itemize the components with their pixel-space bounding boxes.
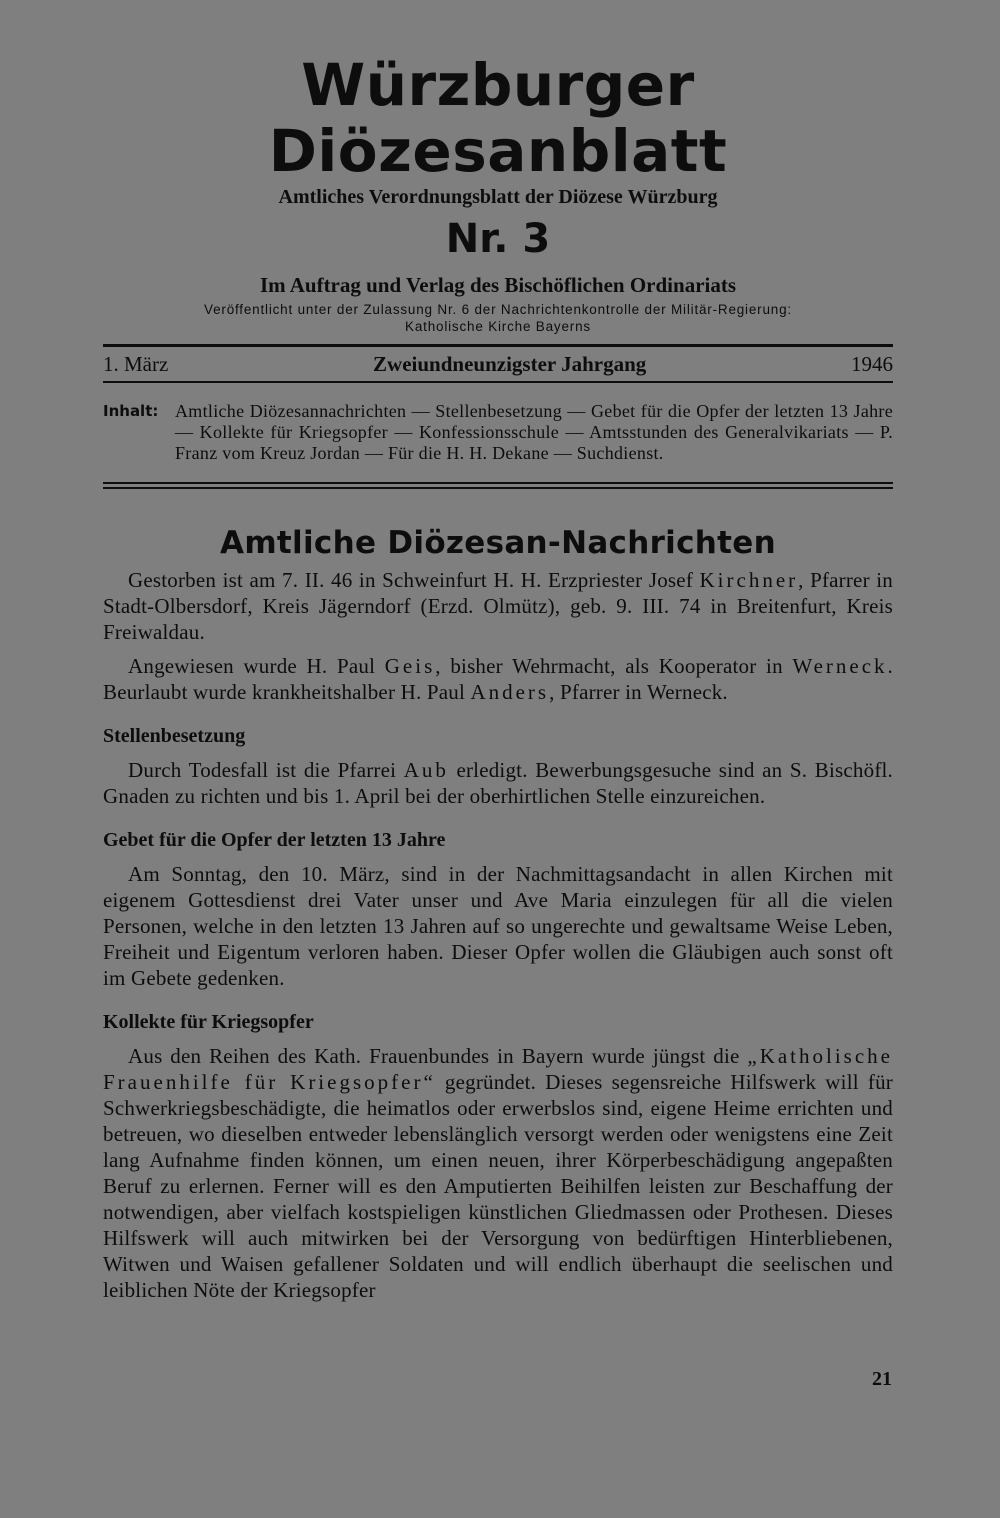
spaced-place: Aub — [403, 758, 449, 782]
contents-text: Amtliche Diözesannachrichten — Stellenbesetzung — Gebet für die Opfer der letzten 13 Jahre — Kollekte für Kriegsopfer — Konfessionsschule — Amtsstunden des Generalvikariats — P. Franz vom Kreuz Jordan — Für die H. H. Dekane — Suchdienst. — [175, 401, 893, 463]
text-run: Aus den Reihen des Kath. Frauenbundes in Bayern wurde jüngst die — [128, 1044, 748, 1068]
issue-year: 1946 — [851, 352, 893, 376]
masthead — [103, 52, 893, 334]
page-number: 21 — [872, 1368, 892, 1390]
table-of-contents — [103, 401, 893, 464]
text-run: Gestorben ist am 7. II. 46 in Schweinfurt H. H. Erzpriester Josef — [128, 568, 700, 592]
license-line-2: Katholische Kirche Bayerns — [405, 319, 591, 334]
paragraph-kollekte — [103, 1043, 893, 1303]
heading-kollekte: Kollekte für Kriegsopfer — [103, 1011, 314, 1033]
paragraph-death-notice — [103, 567, 893, 645]
spaced-organization: „Katholische Frauenhilfe für Kriegsopfer“ — [103, 1044, 893, 1094]
divider-rule — [103, 381, 893, 383]
text-run: , Pfarrer in Werneck. — [549, 680, 728, 704]
text-run: , bisher Wehrmacht, als Kooperator in — [435, 654, 793, 678]
issue-date: 1. März — [103, 352, 169, 376]
spaced-name: Anders — [470, 680, 550, 704]
text-run: Durch Todesfall ist die Pfarrei — [128, 758, 404, 782]
volume-label: Zweiundneunzigster Jahrgang — [373, 352, 647, 376]
text-run: erledigt. Bewerbungsgesuche sind an S. Bischöfl. Gnaden zu richten und bis 1. April bei der oberhirtlichen Stelle einzureichen. — [103, 758, 893, 808]
text-run: gegründet. Dieses segensreiche Hilfswerk will für Schwerkriegsbeschädigte, die heimatlos oder erwerbslos sind, eigene Heime errichten und betreuen, wo dieselben entweder lebenslänglich versorgt werden oder wenigstens eine Zeit lang Aufnahme finden können, um einen neuen, ihrer Körperbeschädigung angepaßten Beruf zu erlernen. Ferner will es den Amputierten Beihilfen leisten zur Beschaffung der notwendigen, aber vielfach kostspieligen künstlichen Gliedmassen oder Prothesen. Dieses Hilfswerk will auch mitwirken bei der Versorgung von bedürftigen Hinterbliebenen, Witwen und Waisen gefallener Soldaten und will endlich überhaupt die seelischen und leiblichen Nöte der Kriegsopfer — [103, 1070, 893, 1302]
text-run: . Beurlaubt wurde krankheitshalber H. Paul — [103, 654, 893, 704]
text-run: Angewiesen wurde H. Paul — [128, 654, 385, 678]
masthead-title: Würzburger Diözesanblatt — [268, 51, 728, 185]
paragraph-assignments — [103, 653, 893, 705]
spaced-name: Kirchner — [699, 568, 799, 592]
contents-label: Inhalt: — [103, 402, 159, 420]
paragraph-gebet: Am Sonntag, den 10. März, sind in der Nachmittagsandacht in allen Kirchen mit eigenem Gottesdienst drei Vater unser und Ave Maria einzulegen für all die vielen Personen, welche in den letzten 13 Jahren auf so ungerechte und gewaltsame Weise Leben, Freiheit und Eigentum verloren haben. Dieser Opfer wollen die Gläubigen auch sonst oft im Gebete gedenken. — [103, 862, 893, 990]
section-title: Amtliche Diözesan-Nachrichten — [220, 525, 776, 561]
heading-stellenbesetzung: Stellenbesetzung — [103, 725, 246, 747]
spaced-name: Geis — [384, 654, 436, 678]
masthead-subtitle: Amtliches Verordnungsblatt der Diözese Würzburg — [278, 186, 718, 208]
heading-gebet: Gebet für die Opfer der letzten 13 Jahre — [103, 829, 446, 851]
license-line-1: Veröffentlicht unter der Zulassung Nr. 6 der Nachrichtenkontrolle der Militär-Regierung: — [204, 302, 792, 317]
issue-number: Nr. 3 — [445, 216, 551, 262]
text-run: , Pfarrer in Stadt-Olbersdorf, Kreis Jägerndorf (Erzd. Olmütz), geb. 9. III. 74 in Breitenfurt, Kreis Freiwaldau. — [103, 568, 893, 644]
dateline — [103, 347, 893, 381]
publisher-line: Im Auftrag und Verlag des Bischöflichen Ordinariats — [259, 273, 737, 297]
document-page — [103, 52, 893, 1311]
spaced-place: Werneck — [792, 654, 888, 678]
paragraph-stellenbesetzung — [103, 757, 893, 809]
double-divider-rule — [103, 482, 893, 489]
